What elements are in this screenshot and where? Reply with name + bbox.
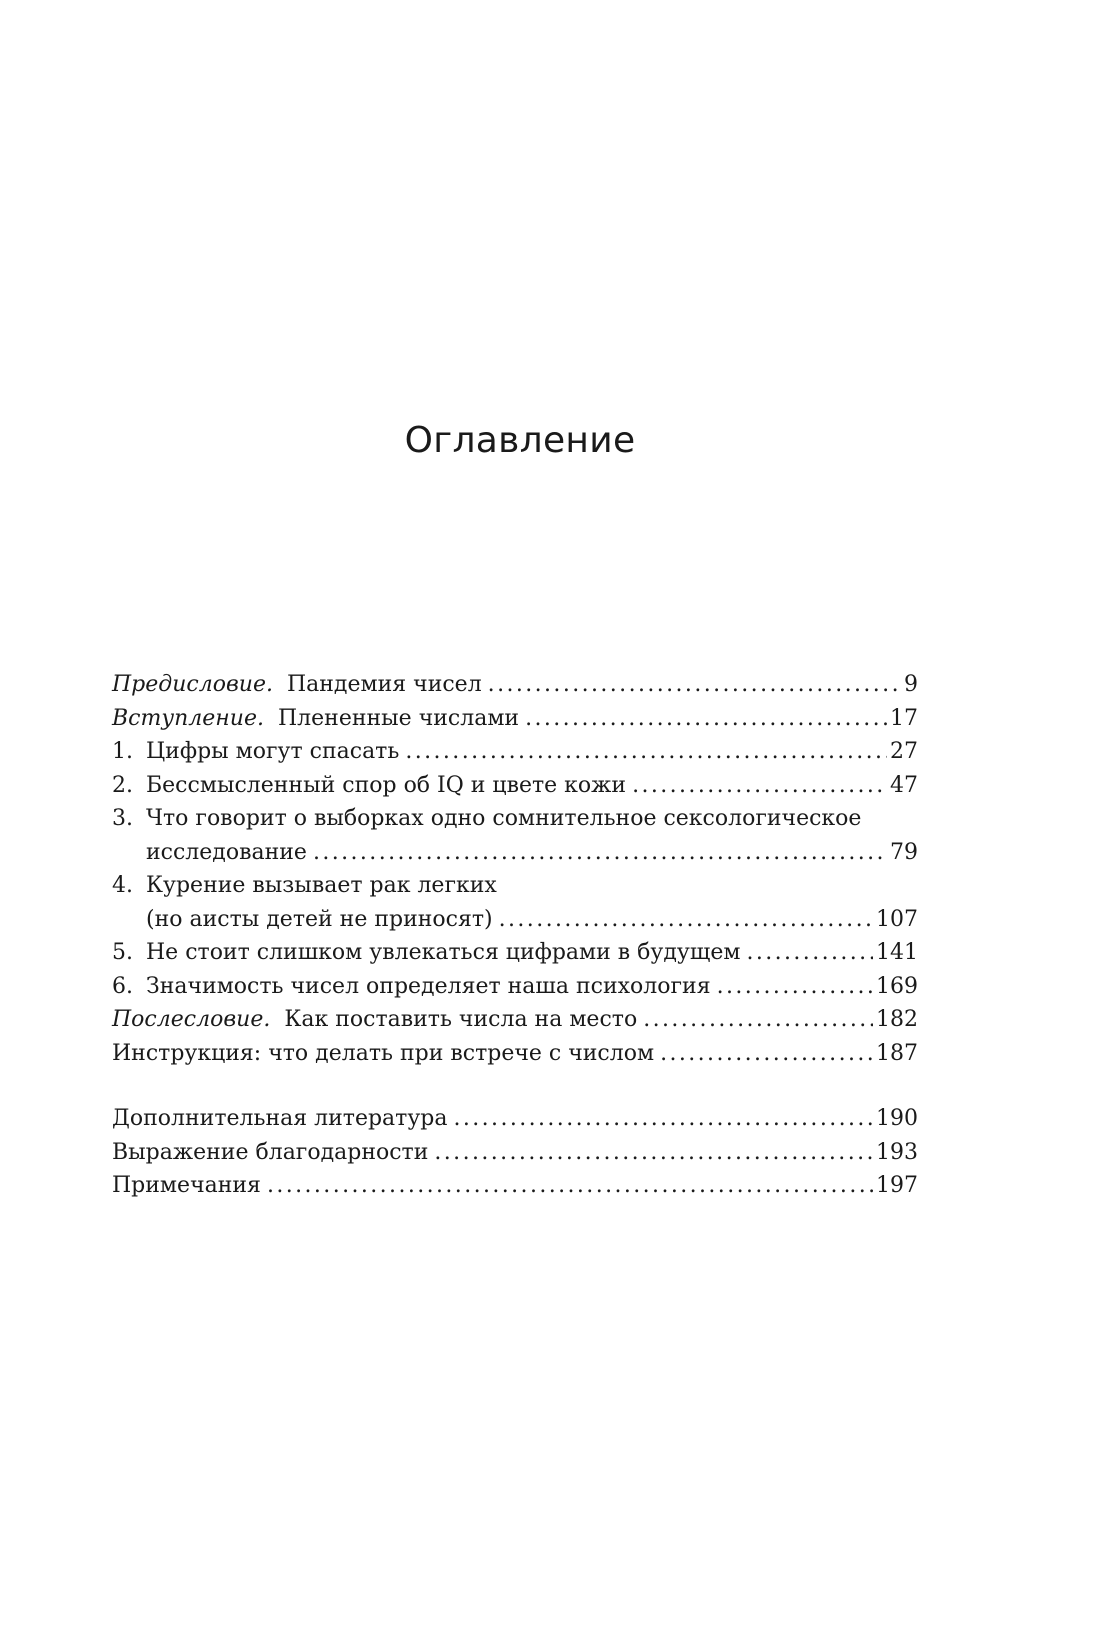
chapter-number: 2. bbox=[112, 772, 133, 798]
toc-page-number: 141 bbox=[876, 940, 918, 965]
toc-page-number: 27 bbox=[890, 739, 918, 764]
toc-entry-chapter-1[interactable] bbox=[112, 735, 918, 769]
toc-entry-label-line-2: (но аисты детей не приносят) bbox=[146, 906, 493, 932]
chapter-number: 1. bbox=[112, 739, 133, 764]
toc-entry-instruction[interactable] bbox=[112, 1037, 918, 1071]
leader-dots bbox=[717, 970, 873, 1004]
back-matter-list bbox=[112, 1102, 918, 1203]
leader-dots bbox=[313, 836, 887, 870]
toc-entry-label: Пандемия чисел bbox=[286, 672, 482, 697]
toc-entry-foreword[interactable] bbox=[112, 668, 918, 702]
toc-entry-prefix: Вступление. bbox=[112, 705, 264, 731]
toc-page-number: 182 bbox=[876, 1007, 918, 1032]
toc-page-number: 190 bbox=[876, 1106, 918, 1131]
toc-entry-chapter-5[interactable] bbox=[112, 936, 918, 970]
chapter-number: 5. bbox=[112, 940, 133, 965]
leader-dots bbox=[453, 1102, 873, 1136]
toc-entry-label: Плененные числами bbox=[277, 705, 520, 731]
toc-entry-label: Примечания bbox=[112, 1173, 261, 1198]
toc-page-number: 107 bbox=[876, 906, 918, 932]
toc-entry-prefix: Предисловие. bbox=[112, 672, 273, 697]
chapter-number: 4. bbox=[112, 873, 133, 898]
toc-page-number: 169 bbox=[876, 973, 918, 999]
leader-dots bbox=[405, 735, 887, 769]
page-title: Оглавление bbox=[404, 420, 636, 461]
toc-entry-label: Цифры могут спасать bbox=[146, 739, 400, 764]
toc-entry-label: Значимость чисел определяет наша психология bbox=[146, 973, 711, 999]
chapter-number: 6. bbox=[112, 973, 133, 999]
toc-entry-label: Не стоит слишком увлекаться цифрами в будущем bbox=[146, 940, 741, 965]
toc-entry-label: Бессмысленный спор об IQ и цвете кожи bbox=[146, 772, 627, 798]
toc-entry-chapter-4[interactable] bbox=[112, 869, 918, 936]
leader-dots bbox=[434, 1136, 873, 1170]
chapter-number: 3. bbox=[112, 806, 133, 831]
leader-dots bbox=[488, 668, 901, 702]
toc-entry-prefix: Послесловие. bbox=[112, 1007, 271, 1032]
toc-entry-acknowledgements[interactable] bbox=[112, 1136, 918, 1170]
toc-page-number: 79 bbox=[890, 839, 918, 865]
leader-dots bbox=[643, 1003, 873, 1037]
toc-page-number: 193 bbox=[876, 1139, 918, 1165]
toc-entry-label: Дополнительная литература bbox=[112, 1106, 448, 1131]
toc-page-number: 17 bbox=[890, 705, 918, 731]
toc-entry-introduction[interactable] bbox=[112, 702, 918, 736]
toc-page-number: 9 bbox=[904, 672, 918, 697]
toc-entry-notes[interactable] bbox=[112, 1169, 918, 1203]
leader-dots bbox=[499, 903, 873, 937]
leader-dots bbox=[525, 702, 887, 736]
leader-dots bbox=[746, 936, 873, 970]
toc-entry-label: Как поставить числа на место bbox=[284, 1007, 638, 1032]
leader-dots bbox=[660, 1037, 873, 1071]
toc-page-number: 187 bbox=[876, 1040, 918, 1066]
table-of-contents bbox=[112, 668, 918, 1070]
toc-entry-label-line-1: Курение вызывает рак легких bbox=[146, 873, 497, 898]
toc-entry-chapter-6[interactable] bbox=[112, 970, 918, 1004]
toc-entry-chapter-2[interactable] bbox=[112, 769, 918, 803]
toc-page-number: 47 bbox=[890, 772, 918, 798]
toc-entry-afterword[interactable] bbox=[112, 1003, 918, 1037]
toc-entry-further-reading[interactable] bbox=[112, 1102, 918, 1136]
leader-dots bbox=[632, 769, 887, 803]
toc-page-number: 197 bbox=[876, 1173, 918, 1198]
toc-entry-label: Выражение благодарности bbox=[112, 1139, 429, 1165]
toc-entry-chapter-3[interactable] bbox=[112, 802, 918, 869]
toc-entry-label: Инструкция: что делать при встрече с числом bbox=[112, 1040, 655, 1066]
toc-entry-label-line-1: Что говорит о выборках одно сомнительное сексологическое bbox=[146, 806, 862, 831]
leader-dots bbox=[267, 1169, 873, 1203]
toc-entry-label-line-2: исследование bbox=[146, 839, 307, 865]
